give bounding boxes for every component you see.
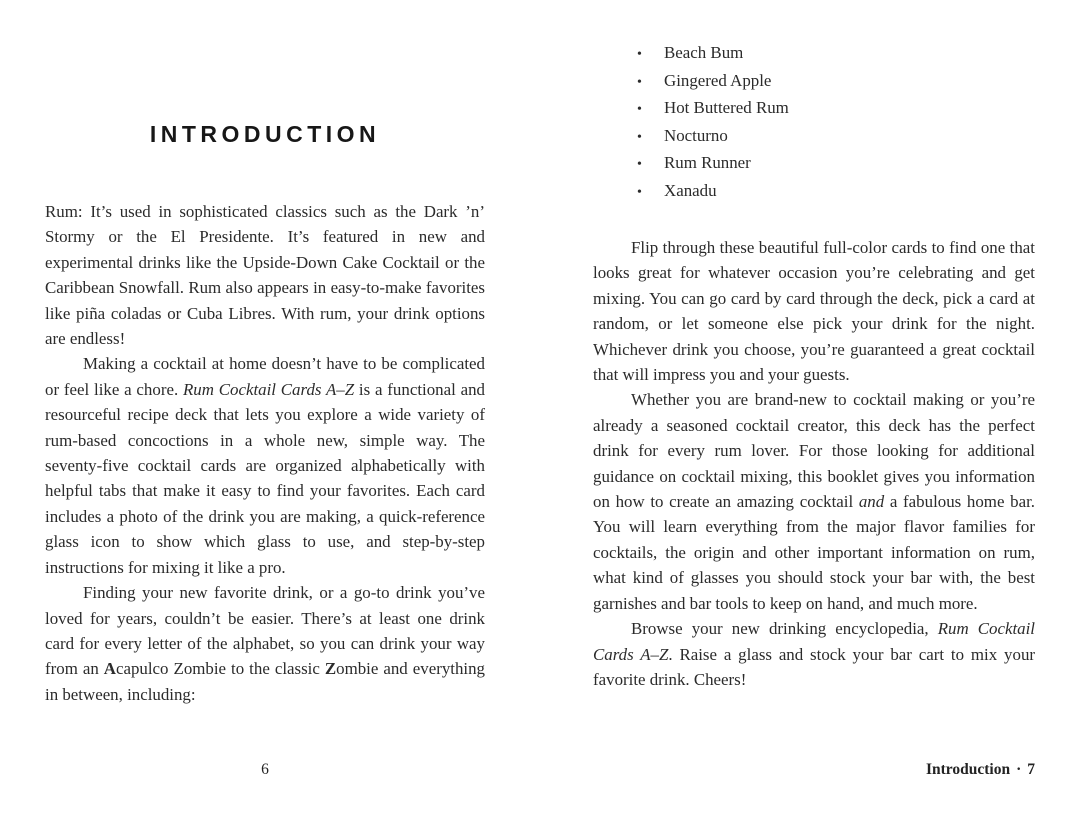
text-segment: Browse your new drinking encyclopedia,: [631, 619, 938, 639]
right-page-number: 7: [1027, 761, 1035, 778]
list-item: [593, 40, 1035, 68]
list-item: [593, 123, 1035, 151]
text-segment: is a functional and resourceful recipe deck that lets you explore a wide variety of rum-based concoctions in a whole new, simple way. The seventy-five cocktail cards are organized alphabetically with helpful tabs that make it easy to find your favorites. Each card includes a photo of the drink you are making, a quick-reference glass icon to show which glass to use, and step-by-step instructions for mixing it like a pro.: [45, 379, 485, 577]
list-item-label: Gingered Apple: [664, 70, 772, 90]
list-item-label: Nocturno: [664, 125, 728, 145]
right-page-body: [593, 235, 1035, 692]
list-item: [593, 95, 1035, 123]
left-page: [45, 0, 485, 707]
list-item-label: Xanadu: [664, 180, 717, 200]
list-item: [593, 68, 1035, 96]
paragraph: [45, 199, 485, 351]
paragraph: [593, 235, 1035, 387]
text-segment: Whether you are brand-new to cocktail making or you’re already a seasoned cocktail creator, this deck has the perfect drink for every rum lover. For those looking for additional guidance on cocktail mixing, this booklet gives you information on how to create an amazing cocktail: [593, 390, 1035, 512]
bullet-icon: •: [637, 74, 642, 90]
text-segment: Rum: It’s used in sophisticated classics such as the Dark ’n’ Stormy or the El Presidente. It’s featured in new and experimental drinks like the Upside-Down Cake Cocktail or the Caribbean Snowfall. Rum also appears in easy-to-make favorites like piña coladas or Cuba Libres. With rum, your drink options are endless!: [45, 202, 485, 349]
text-segment-italic: and: [858, 492, 885, 512]
bullet-icon: •: [637, 102, 642, 117]
text-segment-bold: A: [103, 659, 116, 679]
paragraph: [593, 387, 1035, 616]
text-segment-italic: Rum Cocktail Cards A–Z: [593, 619, 1035, 664]
text-segment-italic: Rum Cocktail Cards A–Z: [182, 379, 355, 399]
right-page: [593, 0, 1035, 692]
text-segment: ombie and everything in between, including:: [45, 659, 485, 704]
bullet-icon: •: [637, 129, 642, 145]
bullet-icon: •: [637, 157, 642, 172]
list-item-label: Beach Bum: [664, 43, 744, 62]
drink-list: [593, 40, 1035, 205]
right-page-footer: [593, 761, 1035, 779]
text-segment: capulco Zombie to the classic: [115, 659, 325, 679]
left-page-number: 6: [261, 761, 269, 778]
list-item-label: Hot Buttered Rum: [664, 98, 789, 117]
footer-separator: ·: [1016, 761, 1022, 778]
footer-section-label: Introduction: [925, 761, 1011, 778]
text-segment: Making a cocktail at home doesn’t have to be complicated or feel like a chore.: [45, 354, 485, 399]
paragraph: [45, 351, 485, 580]
paragraph: [45, 580, 485, 707]
text-segment: a fabulous home bar. You will learn everything from the major flavor families for cocktails, the origin and other important information on rum, what kind of glasses you should stock your bar with, the best garnishes and bar tools to keep on hand, and much more.: [593, 492, 1035, 613]
bullet-icon: •: [637, 47, 642, 62]
chapter-heading: INTRODUCTION: [149, 121, 381, 147]
text-segment: Flip through these beautiful full-color cards to find one that looks great for whatever occasion you’re celebrating and get mixing. You can go card by card through the deck, pick a card at random, or let someone else pick your drink for the night. Whichever drink you choose, you’re guaranteed a great cocktail that will impress you and your guests.: [593, 238, 1035, 385]
list-item: [593, 178, 1035, 206]
text-segment: . Raise a glass and stock your bar cart to mix your favorite drink. Cheers!: [593, 644, 1036, 689]
list-item-label: Rum Runner: [664, 153, 751, 172]
paragraph: [593, 616, 1035, 692]
text-segment-bold: Z: [324, 659, 337, 679]
text-segment: Finding your new favorite drink, or a go-to drink you’ve loved for years, couldn’t be easier. There’s at least one drink card for every letter of the alphabet, so you can drink your way from an: [45, 583, 485, 679]
bullet-icon: •: [637, 184, 642, 200]
list-item: [593, 150, 1035, 178]
left-page-body: [45, 199, 485, 707]
